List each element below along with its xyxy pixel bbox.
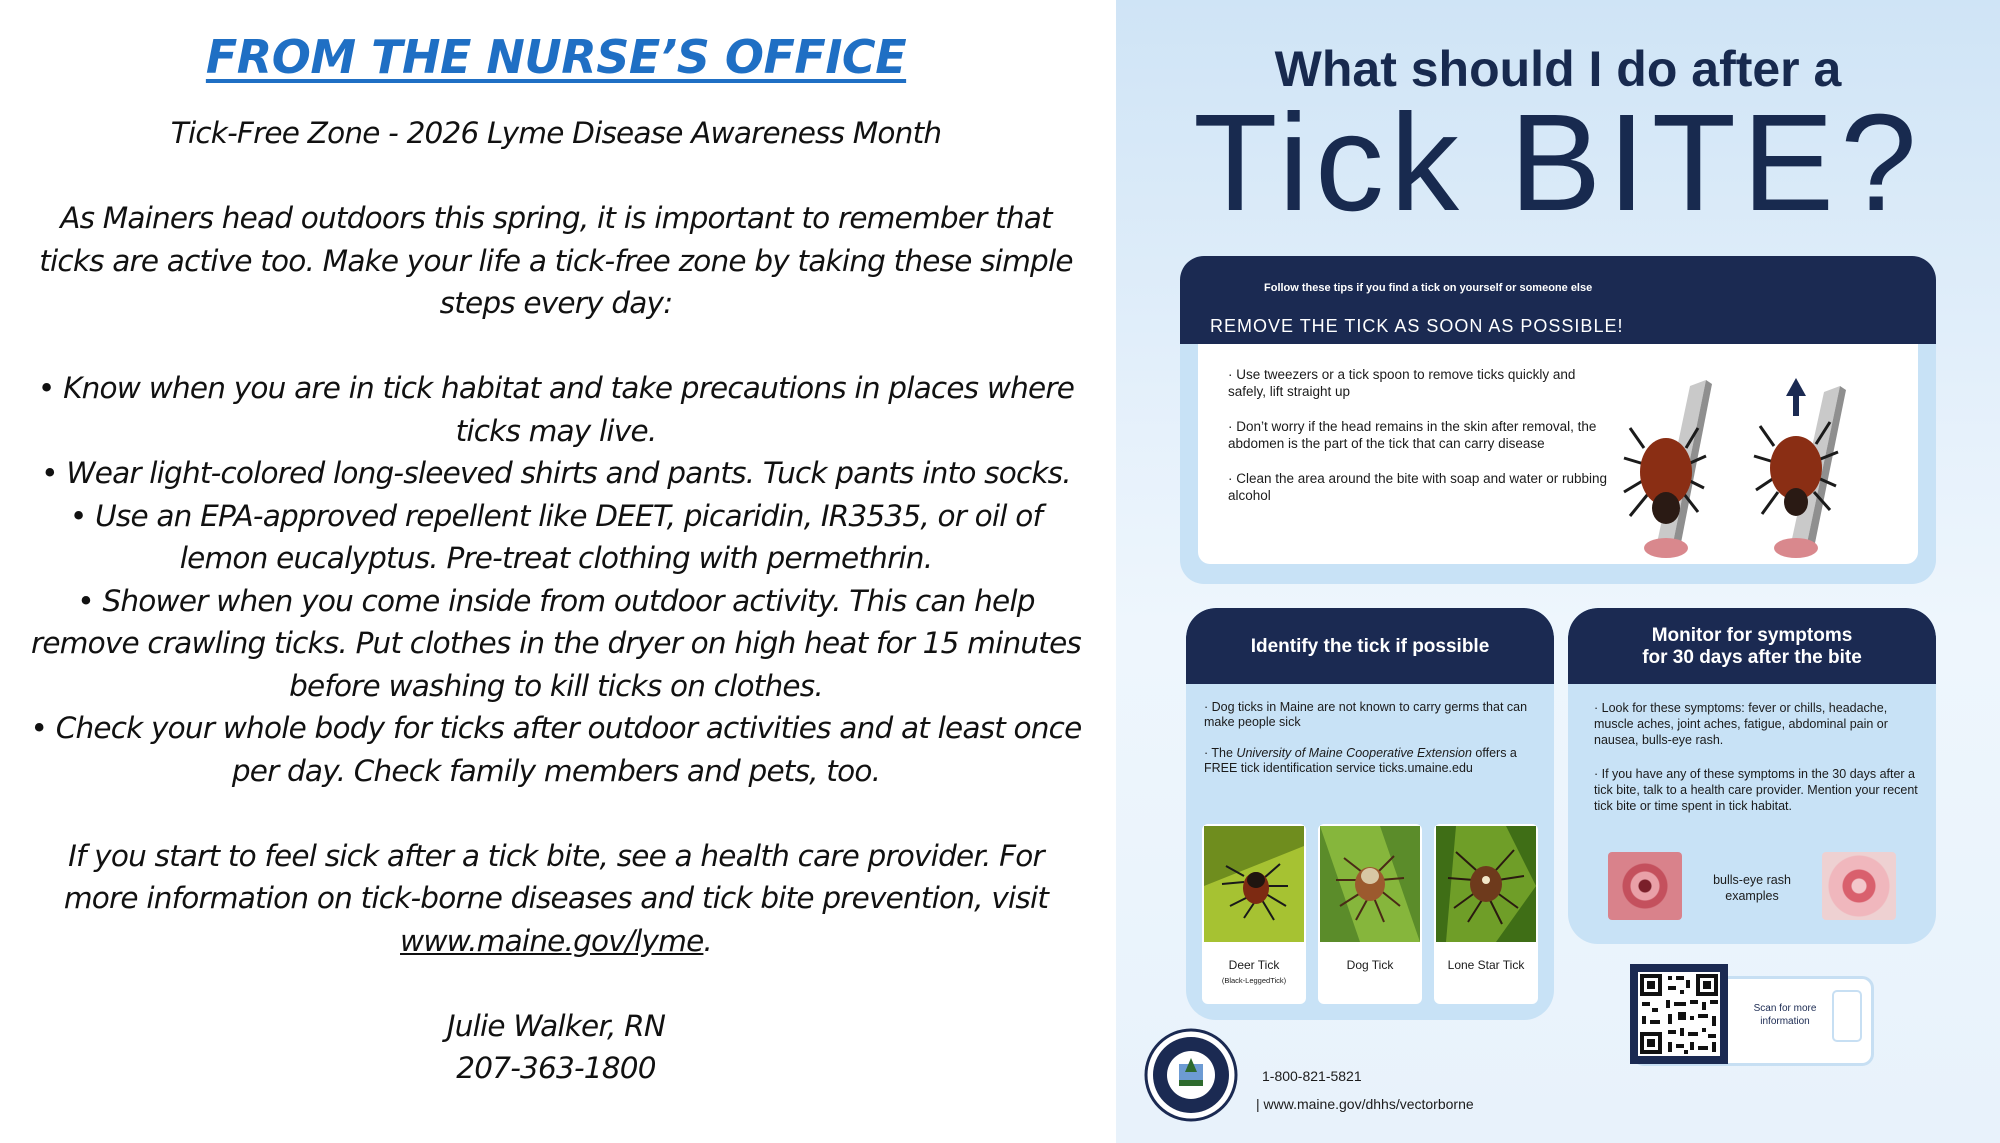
contact-website[interactable]: | www.maine.gov/dhhs/vectorborne (1256, 1096, 1474, 1112)
monitor-header (1568, 608, 1936, 684)
identify-tip-suffix: offers a FREE tick identification service ticks.umaine.edu (1204, 746, 1517, 775)
identify-header (1186, 608, 1554, 684)
lone-star-tick-photo (1436, 826, 1536, 942)
monitor-symptoms-card (1568, 608, 1936, 944)
step-item: • Wear light-colored long-sleeved shirts and pants. Tuck pants into socks. (41, 456, 1071, 490)
step-item: • Use an EPA-approved repellent like DEET, picaridin, IR3535, or oil of lemon eucalyptus. Pre-treat clothing with permethrin. (69, 498, 1043, 575)
arrow-up-icon (1786, 378, 1806, 416)
remove-tips (1228, 366, 1608, 522)
notice-intro: As Mainers head outdoors this spring, it is important to remember that ticks are active too. Make your life a tick-free zone by taking these simple steps every day: (39, 201, 1073, 320)
rash-label: bulls-eye rash examples (1713, 873, 1791, 903)
tick-removal-illustration (1610, 352, 1910, 562)
monitor-tip: · Look for these symptoms: fever or chills, headache, muscle aches, joint aches, fatigue, abdominal pain or nausea, bulls-eye rash. (1594, 701, 1888, 747)
poster-question: What should I do after a (1274, 41, 1842, 97)
remove-caption: REMOVE THE TICK AS SOON AS POSSIBLE! (1210, 316, 1624, 336)
step-item: • Know when you are in tick habitat and take precautions in places where ticks may live. (37, 371, 1075, 448)
remove-tip: · Don’t worry if the head remains in the skin after removal, the abdomen is the part of the tick that can carry disease (1228, 419, 1597, 451)
qr-code-icon (1638, 972, 1720, 1056)
step-item: • Shower when you come inside from outdoor activity. This can help remove crawling ticks. Put clothes in the dryer on high heat for 15 minutes before washing to kill ticks on clothes. (30, 583, 1081, 703)
tick-name: Deer Tick (1228, 958, 1280, 972)
step-item: • Check your whole body for ticks after outdoor activities and at least once per day. Check family members and pets, too. (30, 711, 1082, 788)
qr-code[interactable] (1630, 964, 1728, 1064)
remove-tip: · Use tweezers or a tick spoon to remove ticks quickly and safely, lift straight up (1228, 367, 1576, 399)
identify-tip (1204, 746, 1544, 776)
tick-bite-poster (1116, 0, 2000, 1143)
remove-tick-header (1180, 256, 1936, 344)
remove-tip: · Clean the area around the bite with soap and water or rubbing alcohol (1228, 471, 1607, 503)
identify-tip: · Dog ticks in Maine are not known to carry germs that can make people sick (1204, 700, 1528, 729)
monitor-title-line1: Monitor for symptoms (1651, 625, 1853, 646)
poster-headline: Tick BITE? (1193, 86, 1923, 240)
tick-photo-row (1202, 824, 1538, 1004)
extension-name: University of Maine Cooperative Extension (1236, 746, 1472, 760)
tick-name: Dog Tick (1346, 958, 1394, 972)
tick-photo-card (1202, 824, 1306, 1004)
monitor-title-line2: for 30 days after the bite (1642, 647, 1862, 668)
signature-phone: 207-363-1800 (456, 1051, 656, 1085)
lyme-link[interactable]: www.maine.gov/lyme (400, 923, 704, 958)
contact-phone: 1-800-821-5821 (1262, 1068, 1362, 1084)
monitor-tip: · If you have any of these symptoms in the 30 days after a tick bite, talk to a health care provider. Mention your recent tick bite or time spent in tick habitat. (1594, 767, 1918, 813)
tick-subname: (Black-LeggedTick) (1221, 976, 1287, 985)
maine-dhhs-seal-icon (1144, 1028, 1238, 1122)
remove-tick-card (1180, 256, 1936, 584)
notice-body (30, 112, 1082, 1090)
tick-photo-card (1318, 824, 1422, 1004)
qr-caption: Scan for more information (1753, 1003, 1817, 1027)
dog-tick-photo (1320, 826, 1420, 942)
signature-name: Julie Walker, RN (446, 1008, 666, 1043)
bulls-eye-rash-photo (1822, 852, 1896, 920)
monitor-tips (1594, 700, 1924, 832)
remove-tick-panel (1198, 344, 1918, 564)
closing-end: . (703, 923, 712, 958)
identify-title: Identify the tick if possible (1250, 636, 1490, 657)
identify-tips (1204, 700, 1544, 792)
closing-paragraph (30, 835, 1082, 963)
identify-tick-card (1186, 608, 1554, 1020)
notice-subtitle: Tick-Free Zone - 2026 Lyme Disease Awareness Month (170, 116, 942, 150)
remove-small-note: Follow these tips if you find a tick on yourself or someone else (1264, 282, 1593, 294)
notice-heading: FROM THE NURSE’S OFFICE (205, 30, 907, 84)
tick-photo-card (1434, 824, 1538, 1004)
deer-tick-photo (1204, 826, 1304, 942)
closing-text: If you start to feel sick after a tick bite, see a health care provider. For more information on tick-borne diseases and tick bite prevention, visit (63, 838, 1049, 915)
bulls-eye-rash-photo (1608, 852, 1682, 920)
tick-name: Lone Star Tick (1447, 958, 1525, 972)
identify-tip-prefix: · The (1204, 746, 1237, 760)
phone-icon (1832, 990, 1862, 1042)
